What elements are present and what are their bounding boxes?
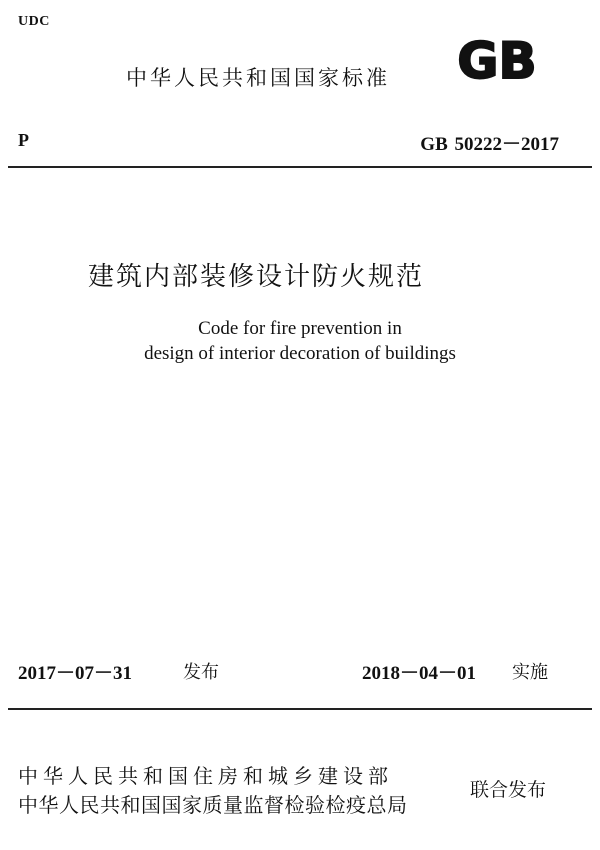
gb-logo-text: GB [457, 33, 537, 85]
bottom-divider [8, 708, 592, 710]
title-english-line1: Code for fire prevention in [198, 318, 402, 339]
issuer-line1: 中华人民共和国住房和城乡建设部 [18, 764, 393, 788]
top-divider [8, 166, 592, 168]
implementation-date: 2018－04－01 [362, 663, 477, 684]
gb-logo-icon [440, 33, 555, 85]
issue-label: 发布 [183, 662, 219, 683]
joint-issue-label: 联合发布 [470, 779, 547, 801]
implementation-label: 实施 [512, 662, 548, 683]
udc-label: UDC [18, 14, 50, 29]
title-english-line2: design of interior decoration of buildings [144, 343, 456, 364]
standard-number: GB 50222－2017 [420, 134, 559, 155]
issue-date: 2017－07－31 [18, 663, 133, 684]
issuer-line2: 中华人民共和国国家质量监督检验检疫总局 [18, 793, 408, 817]
classification-code: P [18, 130, 29, 150]
national-standard-label: 中华人民共和国国家标准 [126, 66, 390, 90]
title-chinese: 建筑内部装修设计防火规范 [88, 262, 425, 292]
